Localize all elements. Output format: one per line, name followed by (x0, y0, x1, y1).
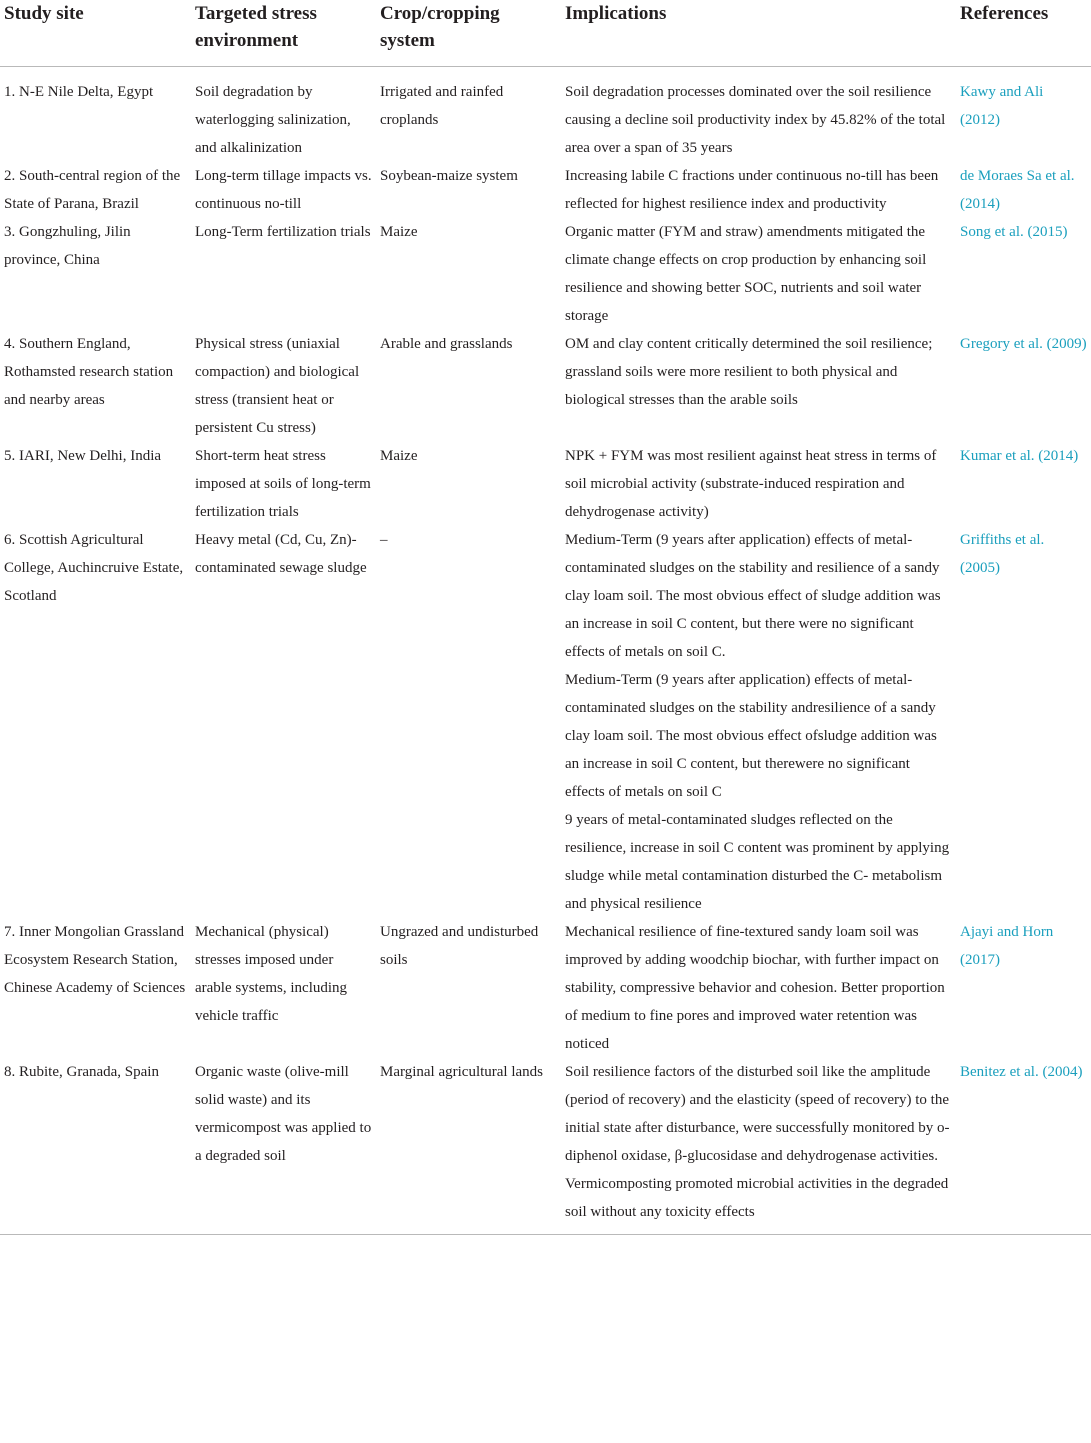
cell-targeted-stress: Physical stress (uniaxial compaction) and biological stress (transient heat or persistent Cu stress) (195, 336, 360, 436)
header-references: References (956, 0, 1091, 67)
implication-paragraph: 9 years of metal-contaminated sludges reflected on the resilience, increase in soil C content was prominent by applying sludge while metal contamination disturbed the C- metabolism and physical resilience (565, 812, 950, 912)
cell-crop-system: – (380, 532, 388, 548)
reference-link[interactable]: Griffiths et al. (2005) (960, 532, 1045, 576)
header-row (0, 0, 1091, 67)
header-crop-system: Crop/cropping system (376, 0, 561, 67)
reference-link[interactable]: Benitez et al. (2004) (956, 1058, 1091, 1235)
cell-crop-system: Marginal agricultural lands (376, 1058, 561, 1235)
implication-paragraph: Organic matter (FYM and straw) amendments mitigated the climate change effects on crop production by enhancing soil resilience and showing better SOC, nutrients and soil water storage (565, 224, 927, 324)
cell-targeted-stress: Long-Term fertilization trials (195, 224, 371, 240)
table-row (0, 162, 1091, 218)
cell-crop-system: Arable and grasslands (380, 336, 513, 352)
cell-study-site: 2. South-central region of the State of Parana, Brazil (4, 168, 181, 212)
reference-link[interactable]: Ajayi and Horn (2017) (960, 924, 1054, 968)
table-row (0, 218, 1091, 330)
reference-link[interactable]: de Moraes Sa et al. (2014) (960, 168, 1075, 212)
implication-paragraph: Increasing labile C fractions under continuous no-till has been reflected for highest resilience index and productivity (565, 168, 939, 212)
cell-study-site: 5. IARI, New Delhi, India (4, 448, 162, 464)
cell-implications (561, 67, 956, 163)
implication-paragraph: NPK + FYM was most resilient against heat stress in terms of soil microbial activity (substrate-induced respiration and dehydrogenase activity) (565, 448, 937, 520)
table-row (0, 1058, 1091, 1235)
table-row (0, 442, 1091, 526)
table-row (0, 526, 1091, 918)
cell-study-site: 1. N-E Nile Delta, Egypt (4, 84, 154, 100)
cell-targeted-stress: Short-term heat stress imposed at soils of long-term fertilization trials (195, 448, 371, 520)
table-body (0, 67, 1091, 1235)
implication-paragraph: Medium-Term (9 years after application) effects of metal-contaminated sludges on the stability and resilience of a sandy clay loam soil. The most obvious effect of sludge addition was an increase in soil C content, but there were no significant effects of metals on soil C. (565, 532, 941, 660)
cell-implications (561, 526, 956, 918)
cell-study-site: 3. Gongzhuling, Jilin province, China (4, 224, 131, 268)
cell-crop-system: Soybean-maize system (380, 168, 518, 184)
cell-implications (561, 442, 956, 526)
cell-targeted-stress: Long-term tillage impacts vs. continuous no-till (195, 168, 372, 212)
implication-paragraph: Soil resilience factors of the disturbed soil like the amplitude (period of recovery) and the elasticity (speed of recovery) to the initial state after disturbance, were successfully monitored by o-diphenol oxidase, β-glucosidase and dehydrogenase activities. Vermicomposting promoted microbial activities in the degraded soil without any toxicity effects (565, 1064, 950, 1220)
cell-crop-system: Irrigated and rainfed croplands (380, 84, 504, 128)
implication-paragraph: Soil degradation processes dominated over the soil resilience causing a decline soil productivity index by 45.82% of the total area over a span of 35 years (565, 84, 946, 156)
cell-implications (561, 330, 956, 442)
header-study-site: Study site (0, 0, 191, 67)
cell-study-site: 8. Rubite, Granada, Spain (0, 1058, 191, 1235)
implication-paragraph: Mechanical resilience of fine-textured sandy loam soil was improved by adding woodchip biochar, with further impact on stability, compressive behavior and cohesion. Better proportion of medium to fine pores and improved water retention was noticed (565, 924, 945, 1052)
implication-paragraph: Medium-Term (9 years after application) effects of metal-contaminated sludges on the stability andresilience of a sandy clay loam soil. The most obvious effect ofsludge addition was an increase in soil C content, but therewere no significant effects of metals on soil C (565, 672, 937, 800)
reference-link[interactable]: Song et al. (2015) (960, 224, 1068, 240)
reference-link[interactable]: Kumar et al. (2014) (960, 448, 1079, 464)
cell-crop-system: Maize (380, 224, 418, 240)
header-targeted-stress: Targeted stress environment (191, 0, 376, 67)
table-row (0, 330, 1091, 442)
header-implications: Implications (561, 0, 956, 67)
cell-targeted-stress: Organic waste (olive-mill solid waste) and its vermicompost was applied to a degraded soil (191, 1058, 376, 1235)
cell-targeted-stress: Heavy metal (Cd, Cu, Zn)-contaminated sewage sludge (195, 532, 367, 576)
cell-implications (561, 162, 956, 218)
cell-study-site: 4. Southern England, Rothamsted research station and nearby areas (4, 336, 174, 408)
reference-link[interactable]: Gregory et al. (2009) (960, 336, 1087, 352)
cell-crop-system: Ungrazed and undisturbed soils (380, 924, 539, 968)
cell-crop-system: Maize (380, 448, 418, 464)
cell-targeted-stress: Mechanical (physical) stresses imposed under arable systems, including vehicle traffic (195, 924, 348, 1024)
cell-study-site: 7. Inner Mongolian Grassland Ecosystem Research Station, Chinese Academy of Sciences (4, 924, 186, 996)
cell-implications (561, 218, 956, 330)
cell-implications (561, 1058, 956, 1235)
table-row (0, 918, 1091, 1058)
reference-link[interactable]: Kawy and Ali (2012) (960, 84, 1044, 128)
implication-paragraph: OM and clay content critically determined the soil resilience; grassland soils were more resilient to both physical and biological stresses than the arable soils (565, 336, 933, 408)
cell-study-site: 6. Scottish Agricultural College, Auchincruive Estate, Scotland (4, 532, 184, 604)
cell-targeted-stress: Soil degradation by waterlogging salinization, and alkalinization (195, 84, 351, 156)
table-row (0, 67, 1091, 163)
cell-implications (561, 918, 956, 1058)
